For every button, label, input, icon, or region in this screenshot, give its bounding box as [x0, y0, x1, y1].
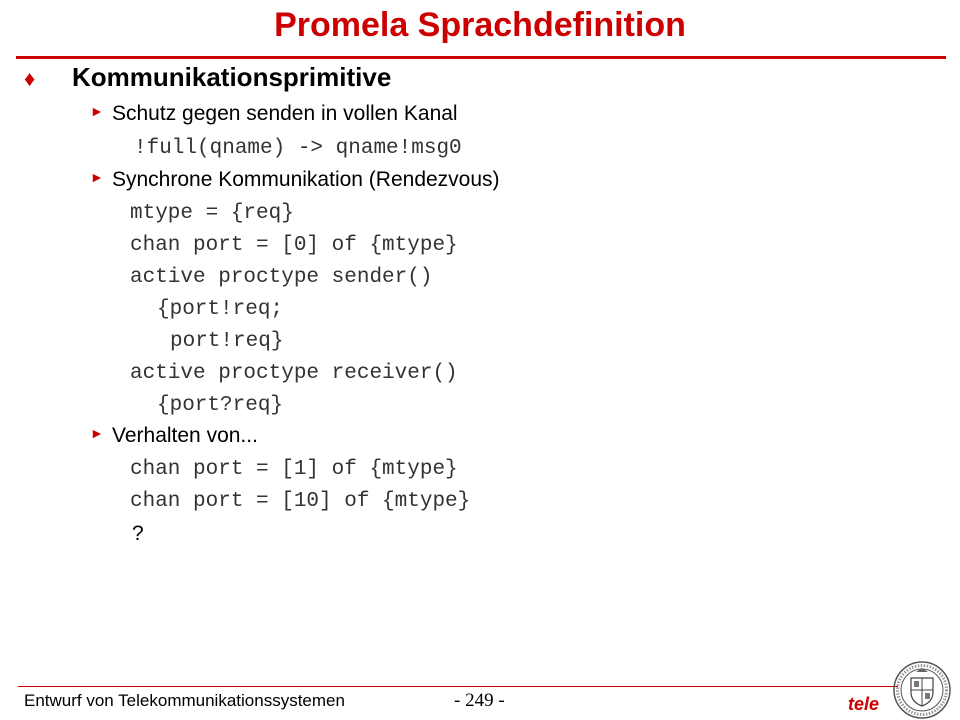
footer-divider — [18, 686, 898, 687]
bullet-text: Schutz gegen senden in vollen Kanal — [112, 102, 458, 125]
title-divider — [16, 56, 946, 59]
code-line: chan port = [0] of {mtype} — [130, 234, 458, 257]
tele-logo: tele — [848, 694, 880, 714]
code-line: {port?req} — [157, 394, 284, 417]
code-line: !full(qname) -> qname!msg0 — [134, 137, 462, 160]
code-line: mtype = {req} — [130, 202, 294, 225]
triangle-bullet-icon: ► — [90, 169, 104, 185]
question-mark: ? — [132, 522, 144, 545]
bullet-text: Synchrone Kommunikation (Rendezvous) — [112, 168, 500, 191]
code-line: chan port = [10] of {mtype} — [130, 490, 471, 513]
slide-title: Promela Sprachdefinition — [274, 6, 686, 44]
code-line: chan port = [1] of {mtype} — [130, 458, 458, 481]
triangle-bullet-icon: ► — [90, 103, 104, 119]
code-line: active proctype receiver() — [130, 362, 458, 385]
university-seal-icon — [892, 660, 952, 720]
code-line: port!req} — [170, 330, 284, 353]
bullet-text: Verhalten von... — [112, 424, 258, 447]
page-number: - 249 - — [454, 690, 505, 711]
code-line: active proctype sender() — [130, 266, 433, 289]
code-line: {port!req; — [157, 298, 284, 321]
diamond-bullet-icon: ♦ — [24, 66, 36, 91]
bullet-item-2 — [90, 168, 500, 192]
triangle-bullet-icon: ► — [90, 425, 104, 441]
footer-course-title: Entwurf von Telekommunikationssystemen — [24, 691, 345, 710]
bullet-item-3 — [90, 424, 258, 448]
section-heading: Kommunikationsprimitive — [72, 62, 392, 92]
section-heading-row — [24, 62, 391, 93]
bullet-item-1 — [90, 102, 458, 126]
